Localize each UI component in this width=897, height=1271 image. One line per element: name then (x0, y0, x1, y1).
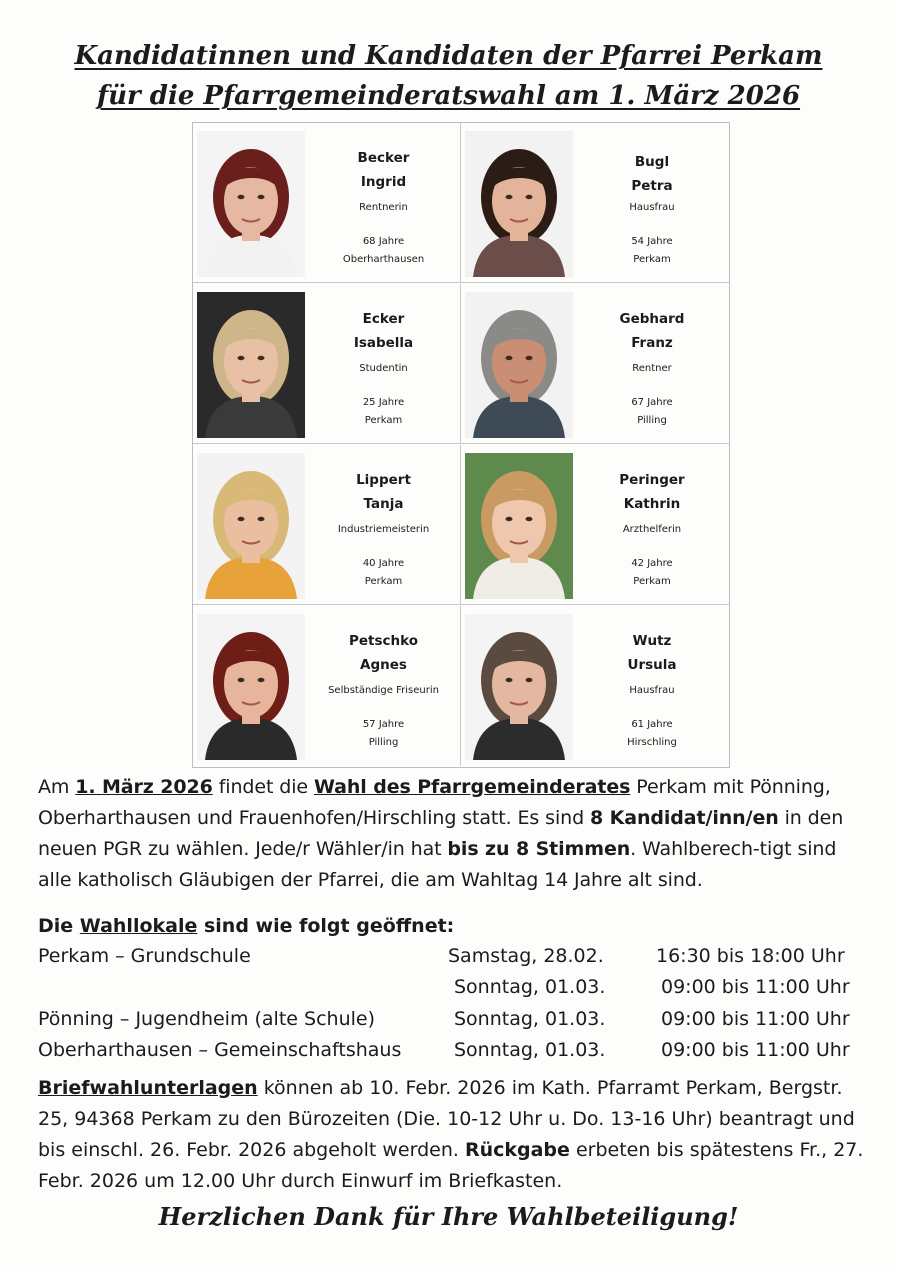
election-name: Wahl des Pfarrgemeinderates (313, 776, 631, 798)
candidate-age: 57 Jahre (362, 719, 405, 730)
candidate-card (461, 445, 729, 605)
polling-heading-text: Die (38, 915, 80, 937)
postal-vote-heading: Briefwahlunterlagen (38, 1077, 258, 1099)
polling-heading (38, 911, 454, 941)
polling-heading-underlined: Wahllokale (79, 915, 198, 937)
candidate-age: 40 Jahre (362, 558, 405, 569)
candidate-age: 61 Jahre (631, 719, 673, 730)
candidate-town: Perkam (633, 576, 671, 587)
candidate-occupation: Hausfrau (629, 202, 675, 213)
polling-row (38, 1035, 868, 1066)
candidate-occupation: Rentner (632, 363, 672, 374)
candidate-last-name: Lippert (356, 472, 411, 488)
candidate-info (579, 445, 725, 604)
candidate-town: Pilling (368, 737, 399, 748)
polling-location: Perkam – Grundschule (38, 945, 251, 967)
postal-text: können ab 10. Febr. 2026 im Kath. Pfarramt Perkam, Bergstr. 25, 94368 Perkam zu den Bürozeiten (Die. 10-12 Uhr u. Do. 13-16 Uhr) beantragt und bis einschl. 26. Febr. 2026 abgeholt werden. (38, 1077, 855, 1161)
candidate-first-name: Ursula (627, 657, 677, 673)
candidate-count: 8 Kandidat/inn/en (589, 807, 779, 829)
candidate-first-name: Petra (631, 178, 673, 194)
polling-day: Sonntag, 01.03. (454, 1039, 606, 1061)
candidate-occupation: Arzthelferin (622, 524, 682, 535)
thanks-line: Herzlichen Dank für Ihre Wahlbeteiligung! (158, 1202, 739, 1231)
intro-text: Perkam mit Pönning, Oberharthausen und Frauenhofen/Hirschling statt. Es sind (38, 776, 831, 829)
candidate-town: Perkam (364, 576, 403, 587)
polling-row (38, 1004, 868, 1035)
candidate-info (311, 284, 456, 443)
postal-text: erbeten bis spätestens Fr., 27. Febr. 2026 um 12.00 Uhr durch Einwurf im Briefkasten. (38, 1139, 864, 1192)
candidate-photo (465, 292, 573, 438)
page-title: Kandidatinnen und Kandidaten der Pfarrei Perkam (74, 41, 823, 71)
candidate-occupation: Industriemeisterin (337, 524, 430, 535)
candidate-photo (197, 453, 305, 599)
candidate-last-name: Ecker (362, 311, 405, 327)
polling-location: Oberharthausen – Gemeinschaftshaus (38, 1039, 402, 1061)
intro-paragraph (38, 772, 868, 896)
candidate-town: Perkam (364, 415, 403, 426)
candidate-card (461, 606, 729, 766)
candidate-card (461, 284, 729, 444)
candidate-photo (197, 292, 305, 438)
polling-time: 09:00 bis 11:00 Uhr (661, 976, 850, 998)
candidate-card (193, 284, 461, 444)
candidate-card (193, 606, 461, 766)
candidate-occupation: Studentin (359, 363, 408, 374)
candidate-card (193, 445, 461, 605)
intro-text: . Wahlberech-tigt sind alle katholisch Gläubigen der Pfarrei, die am Wahltag 14 Jahre alt sind. (38, 838, 837, 891)
candidate-info (311, 123, 456, 282)
polling-row (38, 941, 868, 972)
candidate-occupation: Rentnerin (359, 202, 408, 213)
candidate-last-name: Wutz (632, 633, 672, 649)
candidate-info (311, 606, 456, 766)
candidate-age: 54 Jahre (631, 236, 673, 247)
candidate-info (579, 606, 725, 766)
candidate-first-name: Agnes (360, 657, 407, 673)
candidate-last-name: Gebhard (619, 311, 685, 327)
polling-row (38, 972, 868, 1003)
candidate-town: Perkam (633, 254, 671, 265)
return-label: Rückgabe (464, 1139, 570, 1161)
candidate-info (579, 123, 725, 282)
candidate-grid (192, 122, 730, 768)
candidate-age: 25 Jahre (362, 397, 405, 408)
intro-text: in den neuen PGR zu wählen. Jede/r Wähler/in hat (38, 807, 844, 860)
candidate-age: 42 Jahre (631, 558, 673, 569)
candidate-last-name: Bugl (634, 154, 670, 170)
candidate-age: 67 Jahre (631, 397, 673, 408)
candidate-photo (197, 131, 305, 277)
candidate-first-name: Kathrin (623, 496, 681, 512)
election-date: 1. März 2026 (75, 776, 213, 798)
candidate-card (193, 123, 461, 283)
candidate-last-name: Peringer (619, 472, 685, 488)
candidate-photo (465, 614, 573, 760)
candidate-first-name: Tanja (363, 496, 404, 512)
candidate-photo (197, 614, 305, 760)
polling-heading-text: sind wie folgt geöffnet: (197, 915, 455, 937)
polling-day: Samstag, 28.02. (448, 945, 604, 967)
candidate-town: Oberharthausen (342, 254, 425, 265)
polling-day: Sonntag, 01.03. (454, 1008, 606, 1030)
candidate-town: Hirschling (627, 737, 677, 748)
candidate-info (579, 284, 725, 443)
candidate-first-name: Franz (631, 335, 673, 351)
candidate-info (311, 445, 456, 604)
postal-vote-paragraph (38, 1073, 868, 1197)
candidate-last-name: Becker (357, 150, 410, 166)
candidate-first-name: Isabella (353, 335, 414, 351)
candidate-photo (465, 453, 573, 599)
candidate-photo (465, 131, 573, 277)
candidate-card (461, 123, 729, 283)
vote-count: bis zu 8 Stimmen (447, 838, 631, 860)
candidate-occupation: Selbständige Friseurin (328, 685, 439, 696)
polling-location: Pönning – Jugendheim (alte Schule) (38, 1008, 375, 1030)
polling-time: 16:30 bis 18:00 Uhr (656, 945, 845, 967)
intro-text: findet die (212, 776, 314, 798)
intro-text: Am (38, 776, 76, 798)
candidate-age: 68 Jahre (362, 236, 405, 247)
candidate-town: Pilling (637, 415, 667, 426)
polling-day: Sonntag, 01.03. (454, 976, 606, 998)
candidate-first-name: Ingrid (360, 174, 407, 190)
candidate-last-name: Petschko (348, 633, 419, 649)
polling-time: 09:00 bis 11:00 Uhr (661, 1008, 850, 1030)
polling-time: 09:00 bis 11:00 Uhr (661, 1039, 850, 1061)
candidate-occupation: Hausfrau (629, 685, 675, 696)
page-subtitle: für die Pfarrgemeinderatswahl am 1. März 2026 (96, 81, 801, 111)
